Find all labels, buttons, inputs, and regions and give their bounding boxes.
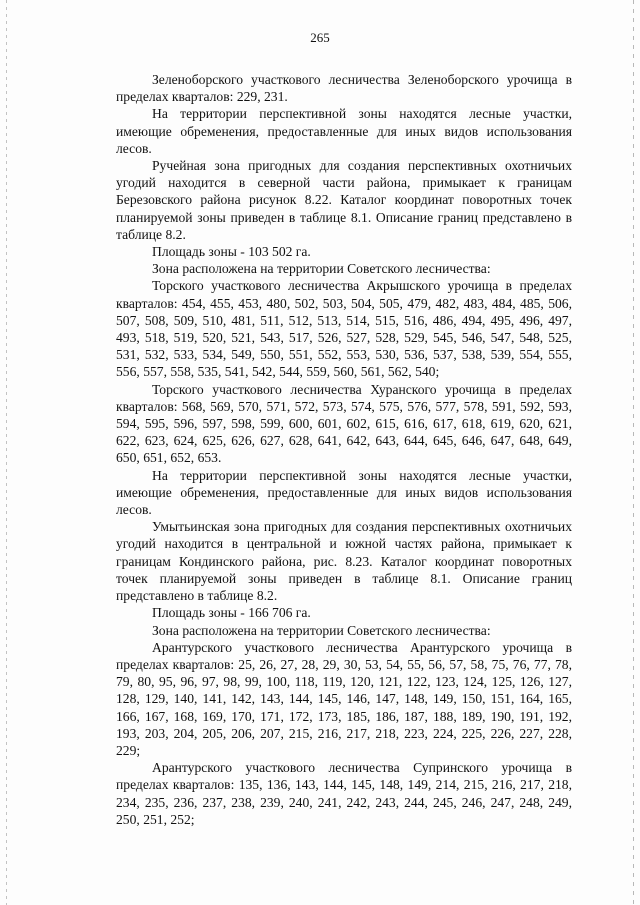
paragraph-aranturskogo-quarters: Арантурского участкового лесничества Арантурского урочища в пределах кварталов: 25, 26, 27, 28, 29, 30, 53, 54, 55, 56, 57, 58, 75, 76, 77, 78, 79, 80, 95, 96, 97, 98, 99, 100, 118, 119, 120, 121, 122, 123, 124, 125, 126, 127, 128, 129, 140, 141, 142, 143, 144, 145, 146, 147, 148, 149, 150, 151, 164, 165, 166, 167, 168, 169, 170, 171, 172, 173, 185, 186, 187, 188, 189, 190, 191, 192, 193, 203, 204, 205, 206, 207, 215, 216, 217, 218, 223, 224, 225, 226, 227, 228, 229; (116, 639, 572, 758)
paragraph-location-2: Зона расположена на территории Советского лесничества: (152, 622, 491, 638)
paragraph-encumbrance-note-1: На территории перспективной зоны находятся лесные участки, имеющие обременения, предоставленные для иных видов использования лесов. (116, 106, 572, 156)
paragraph-khuransky-quarters: Торского участкового лесничества Хуранского урочища в пределах кварталов: 568, 569, 570, 571, 572, 573, 574, 575, 576, 577, 578, 591, 592, 593, 594, 595, 596, 597, 598, 599, 600, 601, 602, 615, 616, 617, 618, 619, 620, 621, 622, 623, 624, 625, 626, 627, 628, 641, 642, 643, 644, 645, 646, 647, 648, 649, 650, 651, 652, 653. (116, 381, 572, 466)
paragraph-zelenoborsky-quarters: Зеленоборского участкового лесничества Зеленоборского урочища в пределах кварталов: 229, 231. (116, 72, 572, 105)
document-body (116, 71, 572, 828)
scan-edge-left (6, 0, 7, 905)
page-number: 265 (310, 30, 330, 45)
paragraph-area-1: Площадь зоны - 103 502 га. (152, 244, 311, 260)
paragraph-encumbrance-note-2: На территории перспективной зоны находятся лесные участки, имеющие обременения, предоставленные для иных видов использования лесов. (116, 467, 572, 518)
paragraph-rucheinaya-zone: Ручейная зона пригодных для создания перспективных охотничьих угодий находится в северной части района, примыкает к границам Березовского района рисунок 8.22. Каталог координат поворотных точек планируемой зоны приведен в таблице 8.1. Описание границ представлено в таблице 8.2. (116, 158, 572, 242)
paragraph-location-1: Зона расположена на территории Советского лесничества: (152, 261, 491, 277)
paragraph-area-2: Площадь зоны - 166 706 га. (152, 605, 311, 621)
paragraph-akryshsky-quarters: Торского участкового лесничества Акрышского урочища в пределах кварталов: 454, 455, 453, 480, 502, 503, 504, 505, 479, 482, 483, 484, 485, 506, 507, 508, 509, 510, 481, 511, 512, 513, 514, 515, 516, 486, 494, 495, 496, 497, 493, 518, 519, 520, 521, 543, 517, 526, 527, 528, 529, 545, 546, 547, 548, 525, 531, 532, 533, 534, 549, 550, 551, 552, 553, 530, 536, 537, 538, 539, 554, 555, 556, 557, 558, 535, 541, 542, 544, 559, 560, 561, 562, 540; (116, 278, 572, 380)
scan-edge-right (633, 0, 634, 905)
paragraph-suprinskogo-quarters: Арантурского участкового лесничества Супринского урочища в пределах кварталов: 135, 136, 143, 144, 145, 148, 149, 214, 215, 216, 217, 218, 234, 235, 236, 237, 238, 239, 240, 241, 242, 243, 244, 245, 246, 247, 248, 249, 250, 251, 252; (116, 760, 572, 827)
paragraph-umytyinskaya-zone: Умытьинская зона пригодных для создания перспективных охотничьих угодий находится в центральной и южной частях района, примыкает к границам Кондинского района, рис. 8.23. Каталог координат поворотных точек планируемой зоны приведен в таблице 8.1. Описание границ представлено в таблице 8.2. (116, 519, 572, 604)
